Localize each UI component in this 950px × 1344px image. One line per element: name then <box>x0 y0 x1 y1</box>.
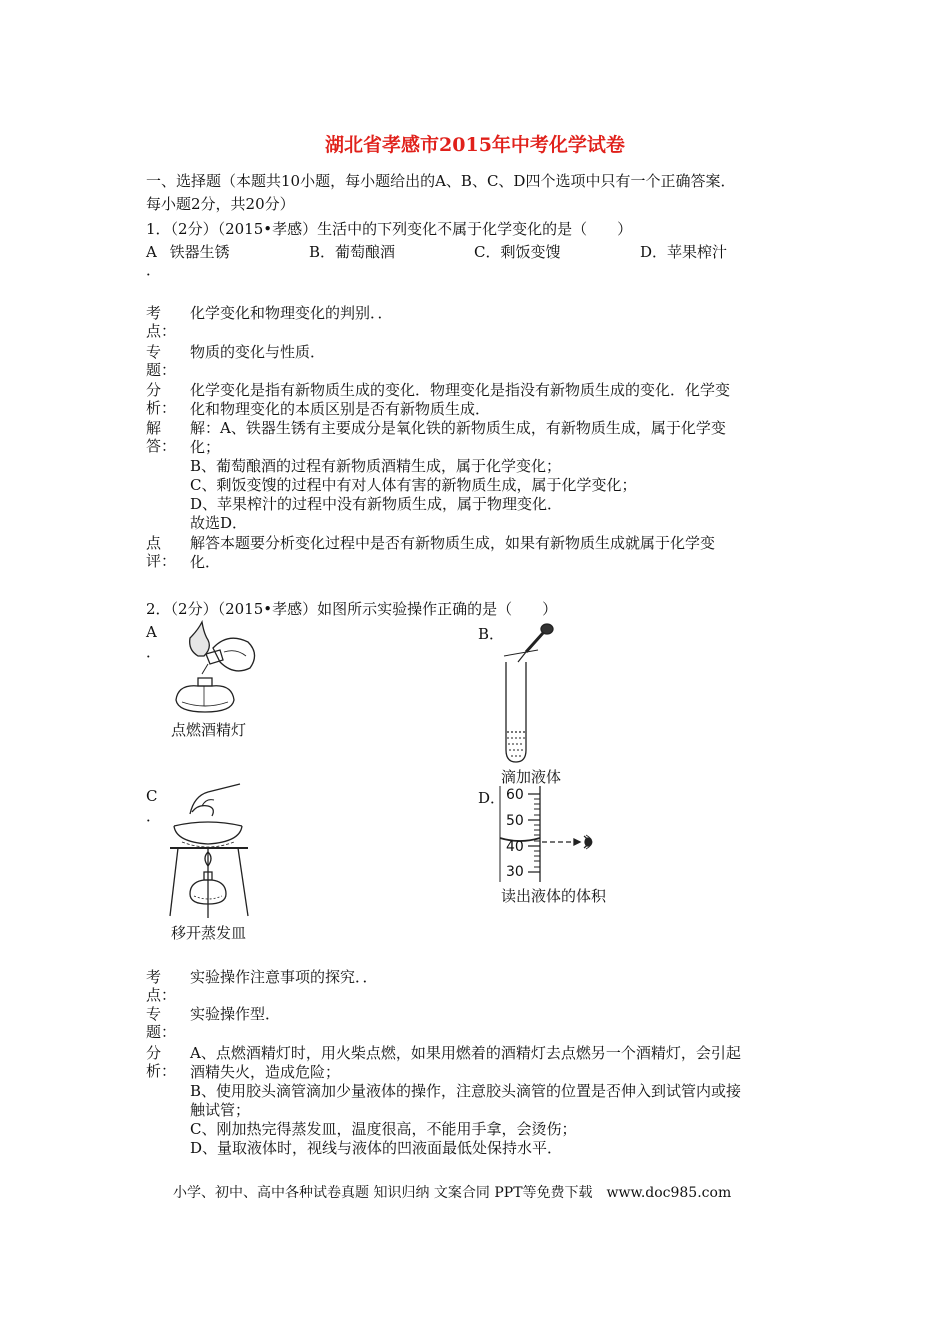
q2-label-kaodian: 考 点： <box>146 968 177 1004</box>
q1-label-jieda: 解 答： <box>146 419 177 455</box>
tick-label-40: 40 <box>506 839 524 855</box>
q2-option-d-letter: D． <box>478 789 506 807</box>
q1-option-b-text: 葡萄酿酒 <box>335 243 396 261</box>
tick-label-60: 60 <box>506 787 524 803</box>
q2-stem: 2．（2分）（2015•孝感）如图所示实验操作正确的是（ ） <box>146 600 558 618</box>
q1-fenxi-text: 化学变化是指有新物质生成的变化．物理变化是指没有新物质生成的变化．化学变 化和物理变化的本质区别是否有新物质生成． <box>190 381 731 418</box>
evaporating-dish-figure <box>168 782 258 922</box>
q1-option-a-text: 铁器生锈 <box>169 243 230 261</box>
q2-kaodian-text: 实验操作注意事项的探究．． <box>190 968 378 986</box>
q2-option-a-letter: A ． <box>146 623 162 661</box>
q1-option-d-letter: D． <box>640 243 668 261</box>
q1-zhuanti-text: 物质的变化与性质． <box>190 343 326 361</box>
q2-option-a-caption: 点燃酒精灯 <box>171 721 247 739</box>
q2-option-c-letter: C ． <box>146 787 162 825</box>
q1-option-b-letter: B． <box>309 243 336 261</box>
tick-label-30: 30 <box>506 864 524 880</box>
q1-option-a <box>146 241 230 279</box>
q2-fenxi-text: A、点燃酒精灯时，用火柴点燃，如果用燃着的酒精灯去点燃另一个酒精灯，会引起 酒精失火，造成危险； B、使用胶头滴管滴加少量液体的操作，注意胶头滴管的位置是否伸入到试管内或接 触试管； C、刚加热完得蒸发皿，温度很高，不能用手拿，会烫伤； D、量取液体时，视线与液体的凹液面最低处保持水平． <box>190 1044 742 1157</box>
q1-option-c <box>474 241 561 262</box>
q1-jieda-text: 解：A、铁器生锈有主要成分是氧化铁的新物质生成，有新物质生成，属于化学变 化； B、葡萄酿酒的过程有新物质酒精生成，属于化学变化； C、剩饭变馊的过程中有对人体有害的新物质生成，属于化学变化； D、苹果榨汁的过程中没有新物质生成，属于物理变化． 故选D． <box>190 419 726 532</box>
q2-option-b-letter: B． <box>478 625 505 643</box>
q1-label-dianping: 点 评： <box>146 534 177 570</box>
q1-label-zhuanti: 专 题： <box>146 343 177 379</box>
q2-label-fenxi: 分 析： <box>146 1044 177 1080</box>
section-heading-line2: 每小题2分，共20分） <box>146 195 295 213</box>
page-title: 湖北省孝感市2015年中考化学试卷 <box>325 134 625 156</box>
q2-option-d-caption: 读出液体的体积 <box>501 887 607 905</box>
q2-option-b-caption: 滴加液体 <box>501 768 562 786</box>
q2-zhuanti-text: 实验操作型． <box>190 1005 281 1023</box>
q1-option-b <box>309 241 395 262</box>
q1-option-c-text: 剩饭变馊 <box>500 243 561 261</box>
q1-label-kaodian: 考 点： <box>146 304 177 340</box>
q1-label-fenxi: 分 析： <box>146 381 177 417</box>
q1-kaodian-text: 化学变化和物理变化的判别．． <box>190 304 393 322</box>
tick-label-50: 50 <box>506 813 524 829</box>
q1-dianping-text: 解答本题要分析变化过程中是否有新物质生成，如果有新物质生成就属于化学变 化． <box>190 534 716 571</box>
q1-option-d <box>640 241 727 262</box>
q2-option-c-caption: 移开蒸发皿 <box>171 924 247 942</box>
q1-option-a-dot: ． <box>146 261 162 279</box>
q2-label-zhuanti: 专 题： <box>146 1005 177 1041</box>
q1-option-d-text: 苹果榨汁 <box>667 243 728 261</box>
q1-stem: 1．（2分）（2015•孝感）生活中的下列变化不属于化学变化的是（ ） <box>146 220 633 238</box>
section-heading-line1: 一、选择题（本题共10小题，每小题给出的A、B、C、D四个选项中只有一个正确答案． <box>146 172 736 190</box>
page-footer: 小学、初中、高中各种试卷真题 知识归纳 文案合同 PPT等免费下载 www.doc985.com <box>173 1185 732 1201</box>
q1-option-c-letter: C． <box>474 243 501 261</box>
dropper-test-tube-figure <box>498 620 568 765</box>
alcohol-lamp-figure <box>168 620 268 715</box>
q1-option-a-letter: A <box>146 243 157 261</box>
